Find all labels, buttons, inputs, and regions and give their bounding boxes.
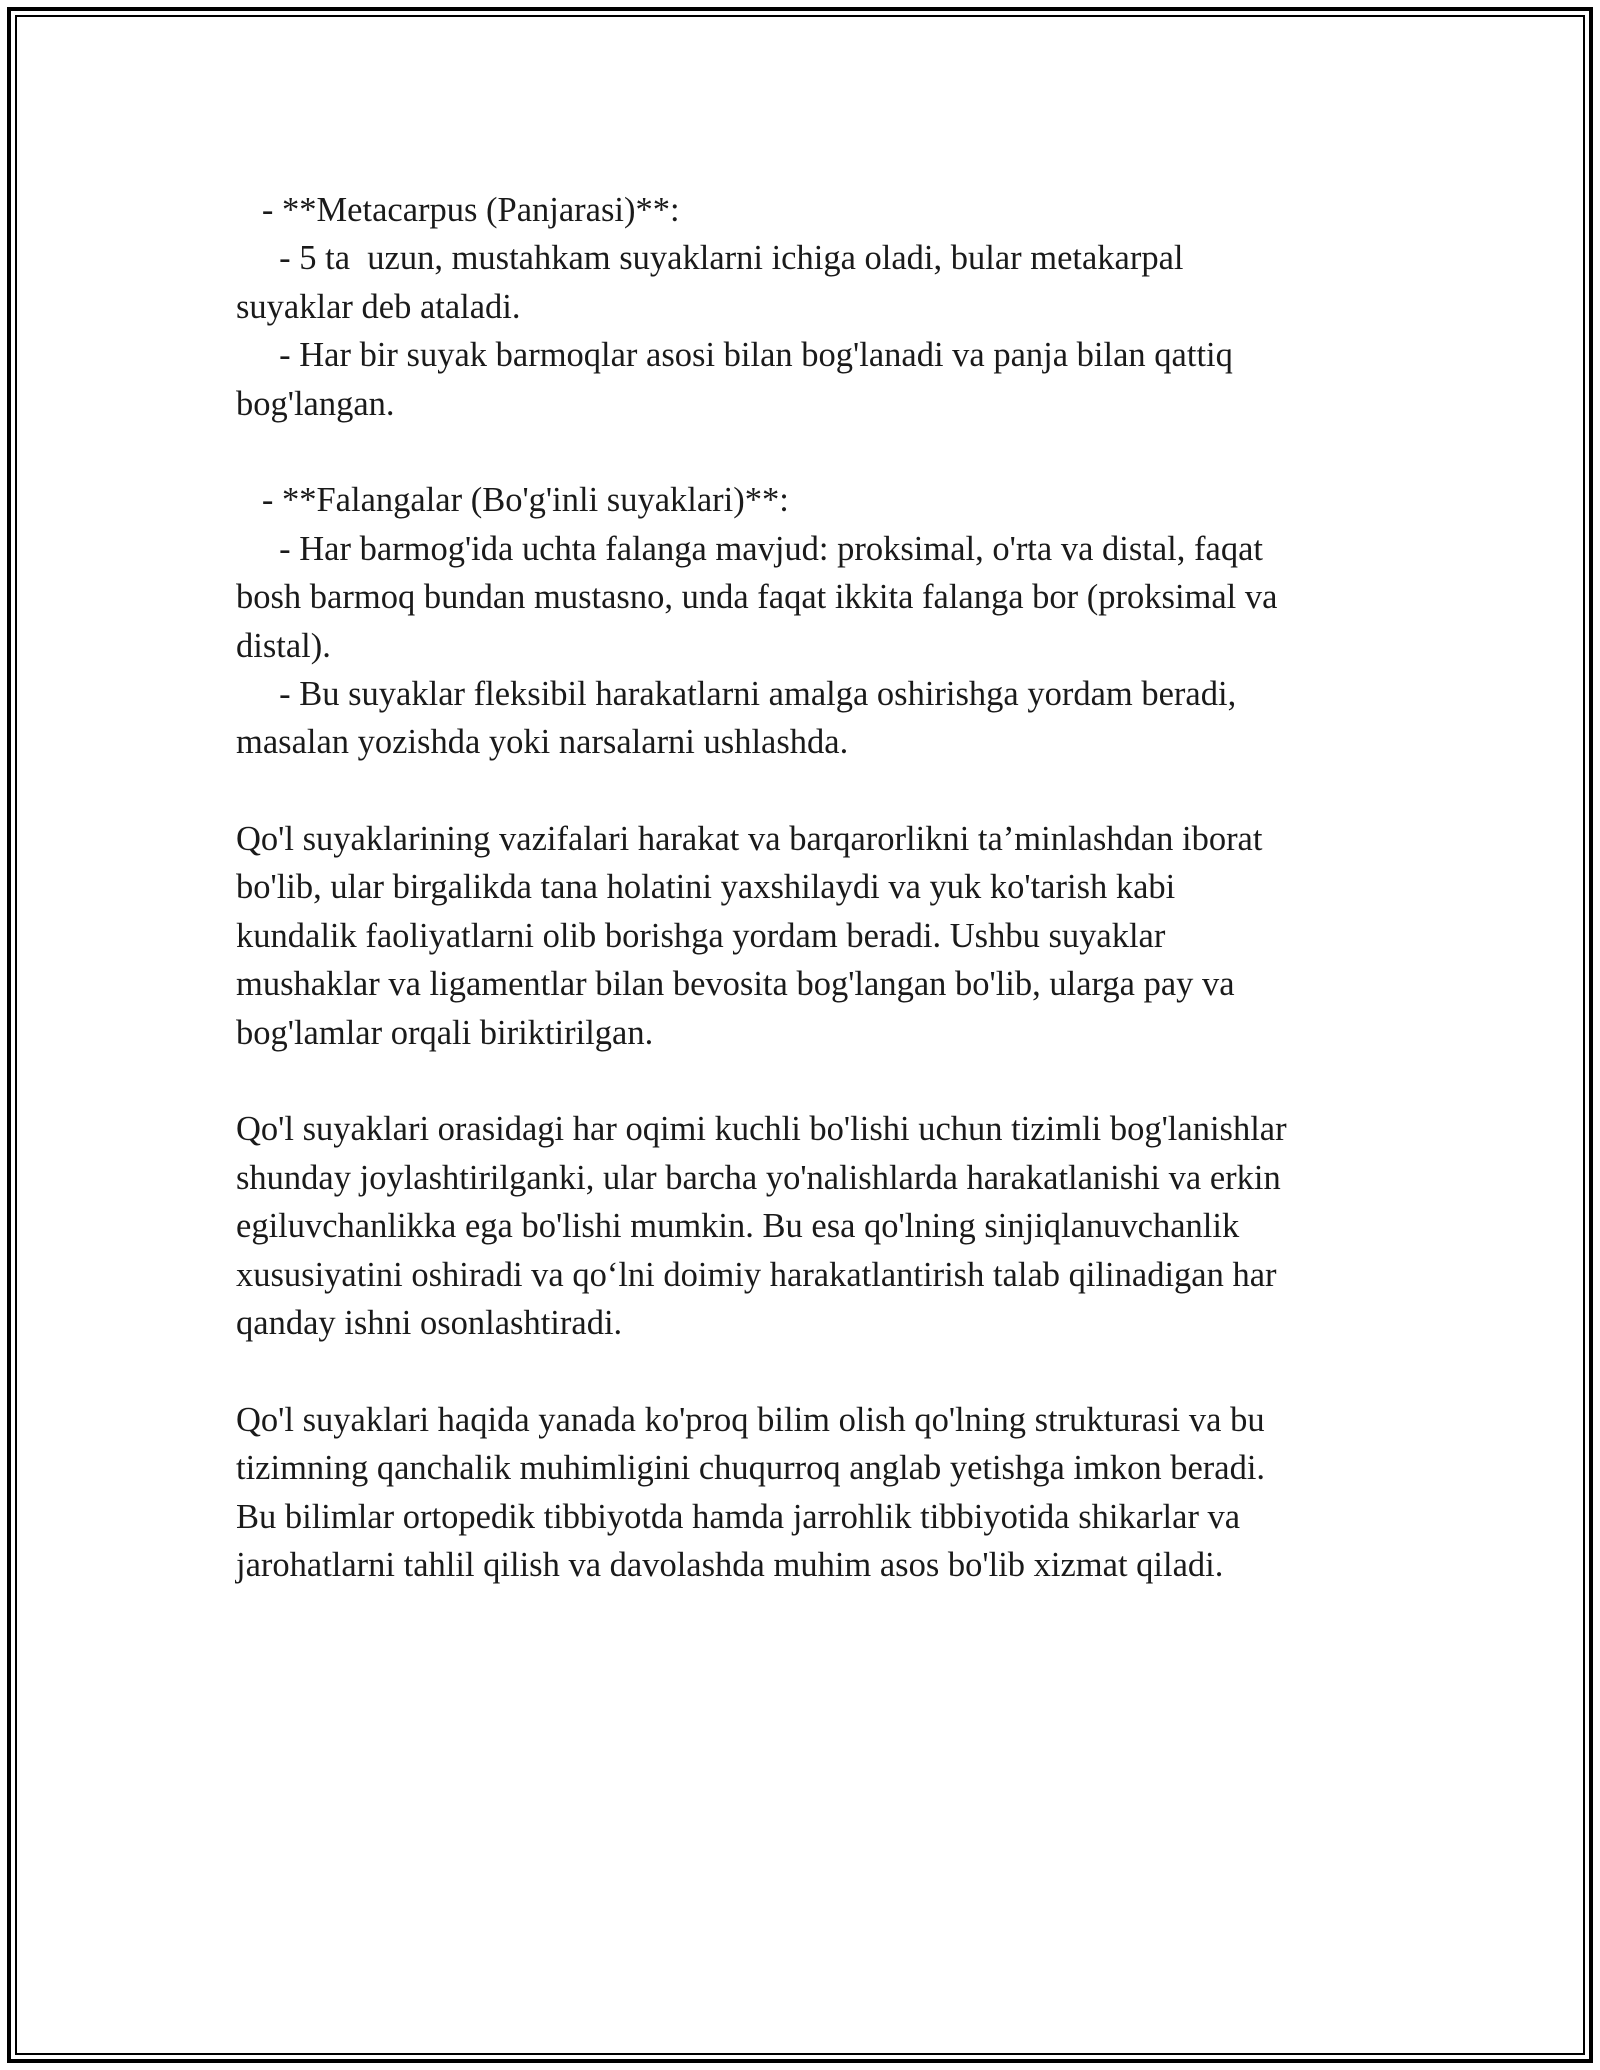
text-line: tizimning qanchalik muhimligini chuqurroq anglab yetishga imkon beradi. [236, 1449, 1266, 1488]
blank-line [236, 767, 1386, 815]
text-line: bog'lamlar orqali biriktirilgan. [236, 1013, 654, 1052]
text-line: bo'lib, ular birgalikda tana holatini yaxshilaydi va yuk ko'tarish kabi [236, 868, 1176, 907]
text-line: bog'langan. [236, 384, 395, 423]
text-line: Qo'l suyaklari orasidagi har oqimi kuchli bo'lishi uchun tizimli bog'lanishlar [236, 1110, 1287, 1149]
text-line: - Har bir suyak barmoqlar asosi bilan bog'lanadi va panja bilan qattiq [236, 336, 1233, 375]
text-line: qanday ishni osonlashtiradi. [236, 1303, 623, 1342]
text-line: - **Metacarpus (Panjarasi)**: [236, 191, 680, 229]
text-line: xususiyatini oshiradi va qo‘lni doimiy harakatlantirish talab qilinadigan har [236, 1255, 1277, 1294]
document-body [236, 186, 1386, 1589]
text-line: - 5 ta uzun, mustahkam suyaklarni ichiga oladi, bular metakarpal [236, 239, 1184, 278]
text-line: suyaklar deb ataladi. [236, 287, 521, 326]
blank-line [236, 428, 1386, 476]
blank-line [236, 1347, 1386, 1395]
text-line: - Har barmog'ida uchta falanga mavjud: proksimal, o'rta va distal, faqat [236, 529, 1263, 568]
text-line: - **Falangalar (Bo'g'inli suyaklari)**: [236, 481, 789, 520]
text-line: kundalik faoliyatlarni olib borishga yordam beradi. Ushbu suyaklar [236, 916, 1166, 955]
text-line: jarohatlarni tahlil qilish va davolashda muhim asos bo'lib xizmat qiladi. [236, 1545, 1224, 1584]
text-line: Bu bilimlar ortopedik tibbiyotda hamda jarrohlik tibbiyotida shikarlar va [236, 1497, 1241, 1536]
text-line: shunday joylashtirilganki, ular barcha yo'nalishlarda harakatlanishi va erkin [236, 1158, 1281, 1197]
blank-line [236, 1057, 1386, 1105]
text-line: egiluvchanlikka ega bo'lishi mumkin. Bu esa qo'lning sinjiqlanuvchanlik [236, 1207, 1240, 1246]
text-line: mushaklar va ligamentlar bilan bevosita bog'langan bo'lib, ularga pay va [236, 965, 1235, 1004]
text-line: distal). [236, 626, 331, 665]
text-line: Qo'l suyaklarining vazifalari harakat va barqarorlikni ta’minlashdan iborat [236, 820, 1263, 859]
text-line: - Bu suyaklar fleksibil harakatlarni amalga oshirishga yordam beradi, [236, 674, 1237, 713]
text-line: bosh barmoq bundan mustasno, unda faqat ikkita falanga bor (proksimal va [236, 578, 1278, 617]
text-line: masalan yozishda yoki narsalarni ushlashda. [236, 723, 849, 762]
text-line: Qo'l suyaklari haqida yanada ko'proq bilim olish qo'lning strukturasi va bu [236, 1400, 1265, 1439]
